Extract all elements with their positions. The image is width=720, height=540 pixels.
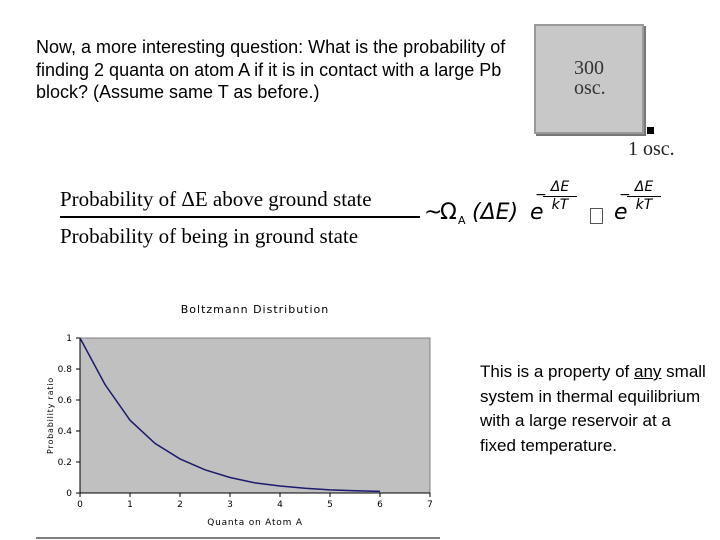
exponential-base-2: e [614,200,628,225]
exponent-2-denominator: kT [635,197,653,213]
y-tick-label: 0.6 [57,396,72,406]
omega-subscript: A [458,214,466,227]
y-tick-label: 0.2 [57,458,72,468]
pb-block-label [574,58,606,98]
degeneracy-argument: (ΔE) [472,200,519,225]
pb-block-label-line1: 300 [574,57,604,79]
exponent-1-minus: − [535,187,547,203]
exponent-2 [619,179,661,213]
x-tick-label: 5 [327,500,333,510]
x-tick-label: 3 [227,500,233,510]
side-text [480,360,710,458]
fraction-bar [60,216,420,218]
omega-symbol: Ω [440,200,457,225]
exponent-1 [535,179,577,213]
approx-symbol: ~ [424,200,443,225]
x-tick-label: 1 [127,500,133,510]
x-tick-label: 7 [427,500,433,510]
x-tick-label: 0 [77,500,83,510]
y-tick-label: 0.4 [57,427,72,437]
x-tick-label: 6 [377,500,383,510]
x-tick-label: 2 [177,500,183,510]
atom-a-marker [647,127,654,134]
side-text-emphasis: any [634,362,662,381]
boltzmann-chart [36,296,440,540]
x-tick-label: 4 [277,500,283,510]
y-tick-label: 0.8 [57,365,72,375]
exponent-2-minus: − [619,187,631,203]
plot-area [80,338,430,493]
proportional-symbol [590,208,603,224]
x-axis-label: Quanta on Atom A [207,518,303,528]
pb-block-label-line2: osc. [574,77,606,99]
side-text-pre: This is a property of [480,362,635,381]
question-text: Now, a more interesting question: What is the probability of finding 2 quanta on atom A if it is in contact with a large Pb block? (Assume same T as before.) [36,37,506,102]
y-tick-label: 0 [66,489,72,499]
exponential-base-1: e [530,200,544,225]
exponent-2-numerator: ΔE [634,179,654,195]
exponent-1-denominator: kT [551,197,569,213]
boltzmann-formula [424,178,674,238]
probability-fraction [60,186,420,249]
y-axis-label: Probability ratio [46,377,55,454]
y-tick-label: 1 [66,334,72,344]
chart-title: Boltzmann Distribution [180,303,330,316]
pb-block [534,24,644,134]
atom-a-label: 1 osc. [628,138,675,160]
fraction-numerator: Probability of ΔE above ground state [60,187,372,211]
fraction-denominator: Probability of being in ground state [60,224,359,248]
exponent-1-numerator: ΔE [550,179,570,195]
side-text-post: small system in thermal equilibrium with a large reservoir at a fixed temperature. [480,362,706,455]
